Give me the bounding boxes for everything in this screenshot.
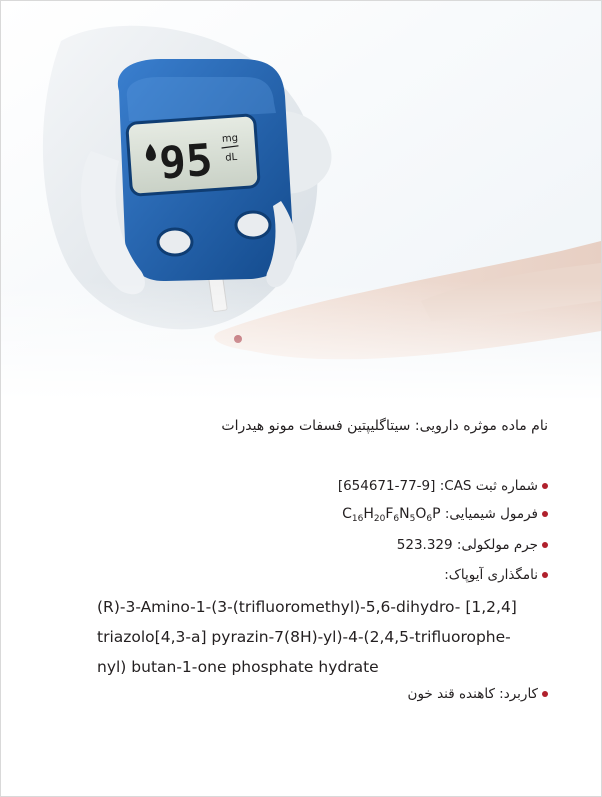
formula-subscript: 6 xyxy=(426,514,433,524)
formula-element: C xyxy=(342,506,352,522)
formula-subscript: 16 xyxy=(351,514,364,524)
iupac-name xyxy=(97,592,557,682)
iupac-line: (R)-3-Amino-1-(3-(trifluoromethyl)-5,6-dihydro- [1,2,4] xyxy=(97,598,517,616)
glucose-meter-illustration xyxy=(1,1,601,401)
bullet-icon xyxy=(542,483,548,489)
formula-element: O xyxy=(415,506,427,522)
formula-row xyxy=(342,506,548,524)
formula-element: P xyxy=(432,506,441,522)
formula-label: فرمول شیمیایی: xyxy=(444,506,538,522)
mw-row xyxy=(397,537,548,553)
formula-subscript: 6 xyxy=(393,514,400,524)
iupac-label: نامگذاری آیوپاک: xyxy=(444,567,538,583)
cas-value: [654671-77-9] xyxy=(337,478,436,494)
iupac-row xyxy=(444,567,548,583)
usage-row xyxy=(408,686,548,702)
iupac-line: nyl) butan-1-one phosphate hydrate xyxy=(97,658,379,676)
iupac-line: triazolo[4,3-a] pyrazin-7(8H)-yl)-4-(2,4,5-trifluorophe- xyxy=(97,628,511,646)
formula-subscript: 5 xyxy=(409,514,416,524)
chemical-formula xyxy=(342,506,440,524)
bullet-icon xyxy=(542,542,548,548)
bullet-icon xyxy=(542,691,548,697)
usage: کاربرد: کاهنده قند خون xyxy=(407,686,538,702)
formula-element: F xyxy=(385,506,394,522)
hero-image xyxy=(1,1,601,401)
formula-subscript: 20 xyxy=(373,514,386,524)
cas-label: شماره ثبت CAS: xyxy=(439,478,538,494)
formula-element: H xyxy=(363,506,374,522)
cas-row xyxy=(338,478,548,494)
bullet-icon xyxy=(542,511,548,517)
mw-label: جرم مولکولی: xyxy=(456,537,538,553)
formula-element: N xyxy=(399,506,410,522)
bullet-icon xyxy=(542,572,548,578)
mw-value: 523.329 xyxy=(396,537,453,553)
active-ingredient: نام ماده موثره دارویی: سیتاگلیپتین فسفات مونو هیدرات xyxy=(221,418,548,434)
